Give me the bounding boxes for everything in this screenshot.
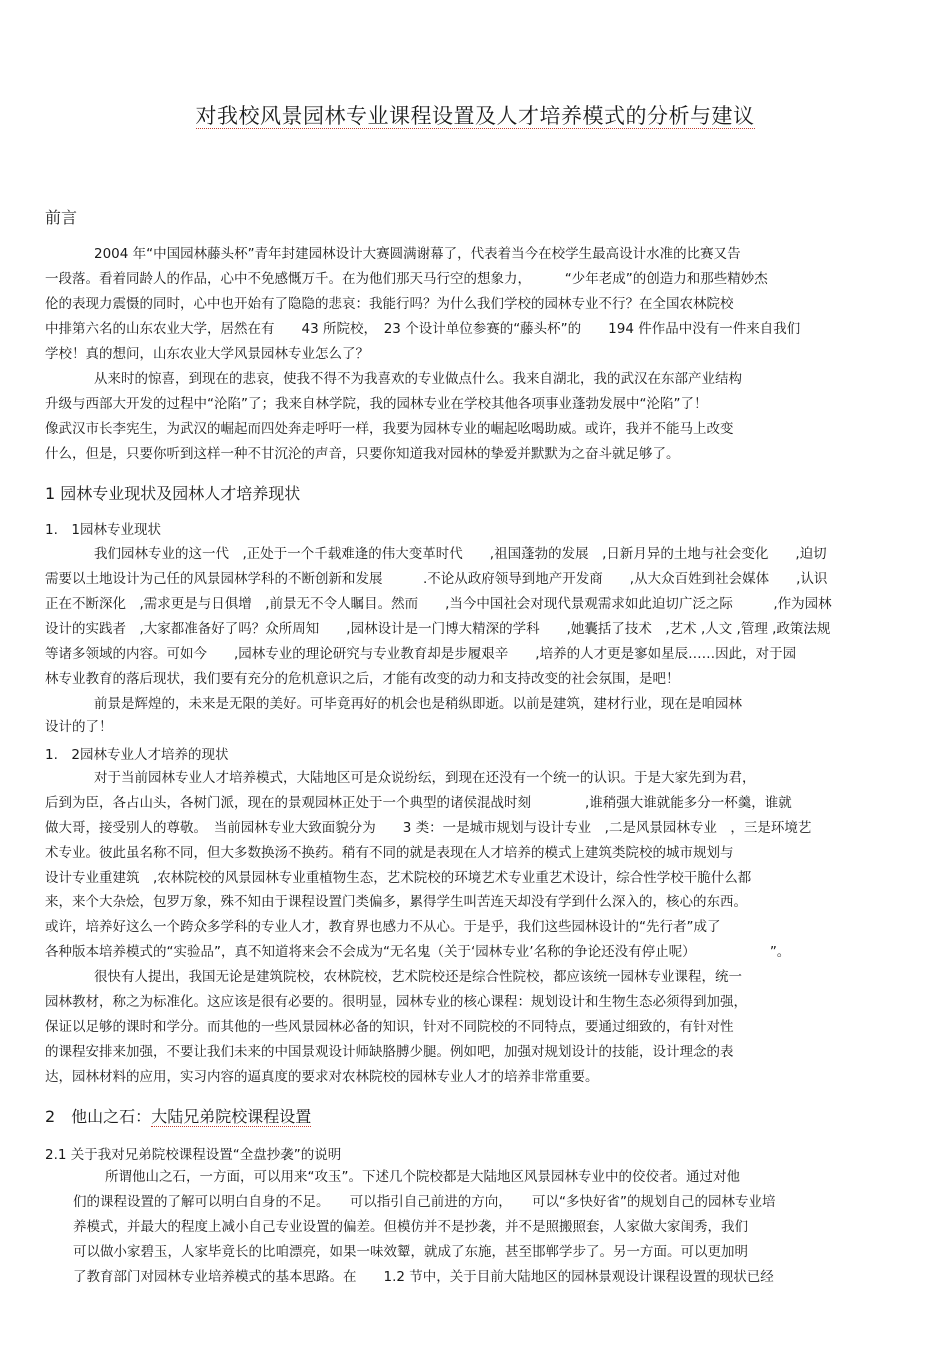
paragraph-line: 设计专业重建筑 ,农林院校的风景园林专业重植物生态，艺术院校的环境艺术专业重艺术设计，综合性学校干脆什么都 (45, 870, 752, 886)
paragraph-line: 的课程安排来加强，不要让我们未来的中国景观设计师缺胳膊少腿。例如吧，加强对规划设计的技能，设计理念的表 (45, 1044, 734, 1060)
paragraph-line: 或许，培养好这么一个跨众多学科的专业人才，教育界也感力不从心。于是乎，我们这些园林设计的“先行者”成了 (45, 919, 721, 935)
paragraph-line: 一段落。看着同龄人的作品，心中不免感慨万千。在为他们那天马行空的想象力， “少年老成”的创造力和那些精妙杰 (45, 271, 768, 287)
paragraph-line: 各种版本培养模式的“实验品”，真不知道将来会不会成为“无名鬼（关于‘园林专业’名称的争论还没有停止呢） ”。 (45, 944, 791, 960)
paragraph-line: 前景是辉煌的，未来是无限的美好。可毕竟再好的机会也是稍纵即逝。以前是建筑，建材行业，现在是咱园林 (94, 696, 742, 712)
paragraph-line: 很快有人提出，我国无论是建筑院校，农林院校，艺术院校还是综合性院校，都应该统一园林专业课程，统一 (94, 969, 742, 985)
paragraph-line: 正在不断深化 ,需求更是与日俱增 ,前景无不令人瞩目。然而 ,当今中国社会对现代景观需求如此迫切广泛之际 ,作为园林 (45, 596, 832, 612)
paragraph-line: 我们园林专业的这一代 ,正处于一个千载难逢的伟大变革时代 ,祖国蓬勃的发展 ,日新月异的土地与社会变化 ,迫切 (94, 546, 827, 562)
paragraph-line: 来，来个大杂烩，包罗万象，殊不知由于课程设置门类偏多，累得学生叫苦连天却没有学到什么深入的，核心的东西。 (45, 894, 747, 910)
paragraph-line: 需要以土地设计为己任的风景园林学科的不断创新和发展 .不论从政府领导到地产开发商 ,从大众百姓到社会媒体 ,认识 (45, 571, 828, 587)
subsection-heading-2-1: 2.1 关于我对兄弟院校课程设置“全盘抄袭”的说明 (45, 1147, 342, 1163)
paragraph-line: 所谓他山之石，一方面，可以用来“攻玉”。下述几个院校都是大陆地区风景园林专业中的佼佼者。通过对他 (105, 1169, 740, 1185)
paragraph-line: 们的课程设置的了解可以明白自身的不足。 可以指引自己前进的方向， 可以“多快好省”的规划自己的园林专业培 (73, 1194, 776, 1210)
paragraph-line: 林专业教育的落后现状，我们要有充分的危机意识之后，才能有改变的动力和支持改变的社会氛围，是吧！ (45, 671, 680, 687)
paragraph-line: 2004 年“中国园林藤头杯”青年封建园林设计大赛圆满谢幕了，代表着当今在校学生最高设计水准的比赛又告 (94, 246, 741, 262)
paragraph-line: 可以做小家碧玉，人家毕竟长的比咱漂亮，如果一味效颦，就成了东施，甚至邯郸学步了。另一方面。可以更加明 (73, 1244, 748, 1260)
paragraph-line: 中排第六名的山东农业大学，居然在有 43 所院校， 23 个设计单位参赛的“藤头杯”的 194 件作品中没有一件来自我们 (45, 321, 801, 337)
paragraph-line: 术专业。彼此虽名称不同，但大多数换汤不换药。稍有不同的就是表现在人才培养的模式上建筑类院校的城市规划与 (45, 845, 734, 861)
paragraph-line: 伦的表现力震慑的同时，心中也开始有了隐隐的悲哀：我能行吗？为什么我们学校的园林专业不行？在全国农林院校 (45, 296, 734, 312)
paragraph-line: 对于当前园林专业人才培养模式，大陆地区可是众说纷纭，到现在还没有一个统一的认识。于是大家先到为君， (94, 770, 756, 786)
section-heading-1: 1 园林专业现状及园林人才培养现状 (45, 484, 301, 503)
paragraph-line: 设计的实践者 ,大家都准备好了吗？众所周知 ,园林设计是一门博大精深的学科 ,她囊括了技术 ,艺术 ,人文 ,管理 ,政策法规 (45, 621, 831, 637)
paragraph-line: 学校！真的想问，山东农业大学风景园林专业怎么了？ (45, 346, 369, 362)
section-heading-preface: 前言 (45, 208, 78, 227)
paragraph-line: 保证以足够的课时和学分。而其他的一些风景园林必备的知识，针对不同院校的不同特点，要通过细致的，有针对性 (45, 1019, 734, 1035)
section-heading-2: 2 他山之石：大陆兄弟院校课程设置 (45, 1107, 312, 1126)
paragraph-line: 做大哥，接受别人的尊敬。 当前园林专业大致面貌分为 3 类：一是城市规划与设计专业 ,二是风景园林专业 ，三是环境艺 (45, 820, 812, 836)
paragraph-line: 了教育部门对园林专业培养模式的基本思路。在 1.2 节中，关于目前大陆地区的园林景观设计课程设置的现状已经 (73, 1269, 774, 1285)
paragraph-line: 后到为臣，各占山头，各树门派，现在的景观园林正处于一个典型的诸侯混战时刻 ,谁稍强大谁就能多分一杯羹，谁就 (45, 795, 792, 811)
paragraph-line: 什么，但是，只要你听到这样一种不甘沉沦的声音，只要你知道我对园林的挚爱并默默为之奋斗就足够了。 (45, 446, 680, 462)
subsection-heading-1-2: 1. 2园林专业人才培养的现状 (45, 747, 229, 763)
subsection-heading-1-1: 1. 1园林专业现状 (45, 522, 161, 538)
paragraph-line: 从来时的惊喜，到现在的悲哀，使我不得不为我喜欢的专业做点什么。我来自湖北，我的武汉在东部产业结构 (94, 371, 742, 387)
paragraph-line: 升级与西部大开发的过程中“沦陷”了；我来自林学院，我的园林专业在学校其他各项事业蓬勃发展中“沦陷”了！ (45, 396, 708, 412)
paragraph-line: 等诸多领域的内容。可如今 ,园林专业的理论研究与专业教育却是步履艰辛 ,培养的人才更是寥如星辰……因此，对于园 (45, 646, 797, 662)
paragraph-line: 园林教材，称之为标准化。这应该是很有必要的。很明显，园林专业的核心课程：规划设计和生物生态必须得到加强， (45, 994, 747, 1010)
paragraph-line: 养模式，并最大的程度上减小自己专业设置的偏差。但模仿并不是抄袭，并不是照搬照套，人家做大家闺秀，我们 (73, 1219, 748, 1235)
page-title: 对我校风景园林专业课程设置及人才培养模式的分析与建议 (195, 104, 755, 128)
paragraph-line: 像武汉市长李宪生，为武汉的崛起而四处奔走呼吁一样，我要为园林专业的崛起吆喝助威。或许，我并不能马上改变 (45, 421, 734, 437)
paragraph-line: 达，园林材料的应用，实习内容的逼真度的要求对农林院校的园林专业人才的培养非常重要。 (45, 1069, 599, 1085)
paragraph-line: 设计的了！ (45, 719, 113, 735)
